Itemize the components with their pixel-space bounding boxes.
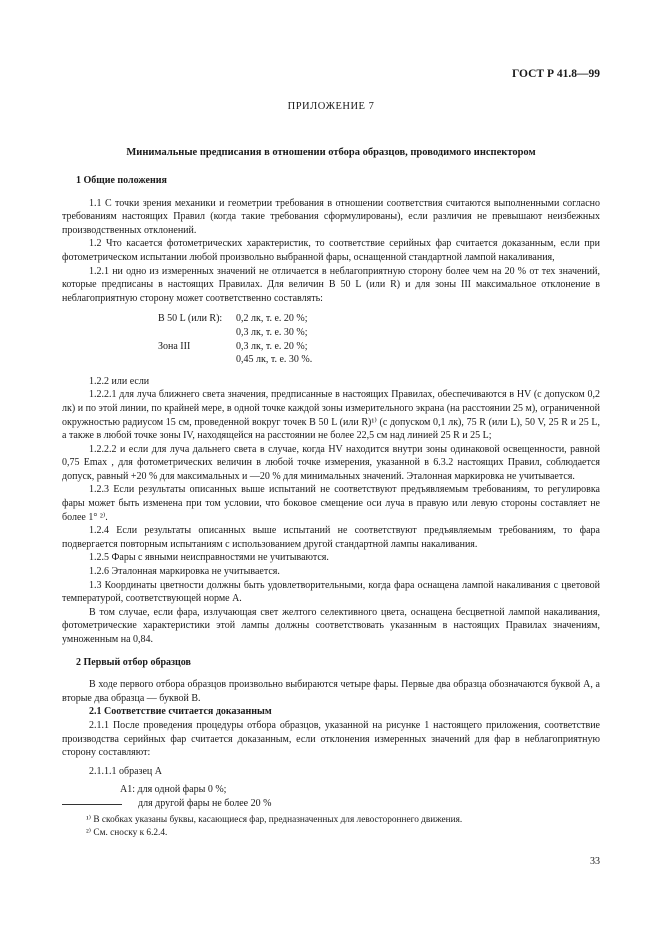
paragraph-1-2-6: 1.2.6 Эталонная маркировка не учитывается. xyxy=(89,566,280,578)
main-content xyxy=(62,174,600,811)
spacer xyxy=(62,647,600,656)
value-label: B 50 L (или R): xyxy=(158,313,223,325)
paragraph-1-2-4: 1.2.4 Если результаты описанных выше испытаний не соответствуют предъявляемым требованиям, то фара подвергается повторным испытаниям с использованием другой стандартной лампы накаливания. xyxy=(62,525,600,550)
value-label: Зона III xyxy=(158,340,191,352)
value-label xyxy=(158,326,236,340)
footnotes xyxy=(86,814,462,839)
paragraph-2-1-1-1: 2.1.1.1 образец А xyxy=(89,765,162,777)
document-title: Минимальные предписания в отношении отбора образцов, проводимого инспектором xyxy=(126,147,536,158)
section-heading-2: 2 Первый отбор образцов xyxy=(76,656,191,668)
paragraph-2: В ходе первого отбора образцов произвольно выбираются четыре фары. Первые два образца обозначаются буквой А, а вторые два образца — буквой В. xyxy=(62,679,600,704)
paragraph-1-1: 1.1 С точки зрения механики и геометрии требования в отношении соответствия считаются выполненными согласно требованиям настоящих Правил (когда такие требования сформулированы), если различия не превышают неизбежных производственных отклонений. xyxy=(62,197,600,236)
paragraph-1-2-2-1: 1.2.2.1 для луча ближнего света значения, предписанные в настоящих Правилах, обеспечиваются в HV (с допуском 0,2 лк) и по этой линии, по крайней мере, в одной точке каждой зоны измерительного экрана (на расстоянии 25 м), ограниченной окружностью радиусом 15 см, проведенной вокруг точек B 50 L (или R)¹⁾ (с допуском 0,1 лк), 75 R (или L), 50 V, 25 R и 25 L, а также в любой точке зоны IV, находящейся на расстоянии не более 22,5 см над линией 25 R и 25 L; xyxy=(62,389,600,442)
value-row xyxy=(158,353,600,367)
paragraph-1-3-continued: В том случае, если фара, излучающая свет желтого селективного цвета, оснащена бесцветной лампой накаливания, фотометрические характеристики этой лампы должны соответствовать указанным в настоящих Правилах значениям, умноженным на 0,84. xyxy=(62,606,600,645)
value-row xyxy=(158,340,600,354)
value-text: 0,2 лк, т. е. 20 %; xyxy=(236,313,308,325)
paragraph-1-2-3: 1.2.3 Если результаты описанных выше испытаний не соответствуют предъявляемым требованиям, то регулировка фары может быть изменена при том условии, что боковое смещение оси луча в правую или левую стороны составляет не более 1° ²⁾. xyxy=(62,484,600,523)
appendix-heading: ПРИЛОЖЕНИЕ 7 xyxy=(287,101,375,112)
sample-a1-line-1: A1: для одной фары 0 %; xyxy=(120,784,227,796)
value-text: 0,3 лк, т. е. 30 %; xyxy=(236,326,308,338)
sample-a1-line-2: для другой фары не более 20 % xyxy=(138,797,272,809)
paragraph-1-2-2: 1.2.2 или если xyxy=(89,375,150,387)
subheading-2-1: 2.1 Соответствие считается доказанным xyxy=(89,706,272,718)
paragraph-1-3: 1.3 Координаты цветности должны быть удовлетворительными, когда фара оснащена лампой накаливания с цветовой температурой, соответствующей норме А. xyxy=(62,579,600,605)
section-heading-1: 1 Общие положения xyxy=(76,175,167,186)
value-row xyxy=(158,312,600,326)
value-label xyxy=(158,353,236,367)
footnote-1: ¹⁾ В скобках указаны буквы, касающиеся фар, предназначенных для левостороннего движения. xyxy=(86,815,463,825)
document-code: ГОСТ Р 41.8—99 xyxy=(512,68,600,80)
tolerance-values xyxy=(158,312,600,366)
paragraph-2-1-1: 2.1.1 После проведения процедуры отбора образцов, указанной на рисунке 1 настоящего приложения, соответствие производства серийных фар считается доказанным, если отклонения измеренных значений для фар в неблагоприятную сторону составляют: xyxy=(62,719,600,759)
paragraph-1-2-2-2: 1.2.2.2 и если для луча дальнего света в случае, когда HV находится внутри зоны одинаковой освещенности, равной 0,75 Emax , для фотометрических величин в любой точке измерения, указанной в 6.3.2 настоящих Правил, соблюдается допуск, равный +20 % для максимальных и —20 % для минимальных значений. Эталонная маркировка не учитывается. xyxy=(62,443,600,482)
value-text: 0,45 лк, т. е. 30 %. xyxy=(236,354,313,366)
footnote-2: ²⁾ См. сноску к 6.2.4. xyxy=(86,827,168,838)
value-text: 0,3 лк, т. е. 20 %; xyxy=(236,340,308,352)
page-number: 33 xyxy=(590,856,600,867)
paragraph-1-2-1: 1.2.1 ни одно из измеренных значений не отличается в неблагоприятную сторону более чем на 20 % от тех значений, которые предписаны в настоящих Правилах. Для величин В 50 L (или R) и для зоны III максимальное отклонение в неблагоприятную сторону может соответственно составлять: xyxy=(62,265,600,304)
paragraph-1-2-5: 1.2.5 Фары с явными неисправностями не учитываются. xyxy=(89,552,329,564)
footnote-divider xyxy=(62,804,122,805)
paragraph-1-2: 1.2 Что касается фотометрических характеристик, то соответствие серийных фар считается доказанным, если при фотометрическом испытании любой произвольно выбранной фары, оснащенной стандартной лампой накаливания, xyxy=(62,238,600,263)
value-row xyxy=(158,326,600,340)
